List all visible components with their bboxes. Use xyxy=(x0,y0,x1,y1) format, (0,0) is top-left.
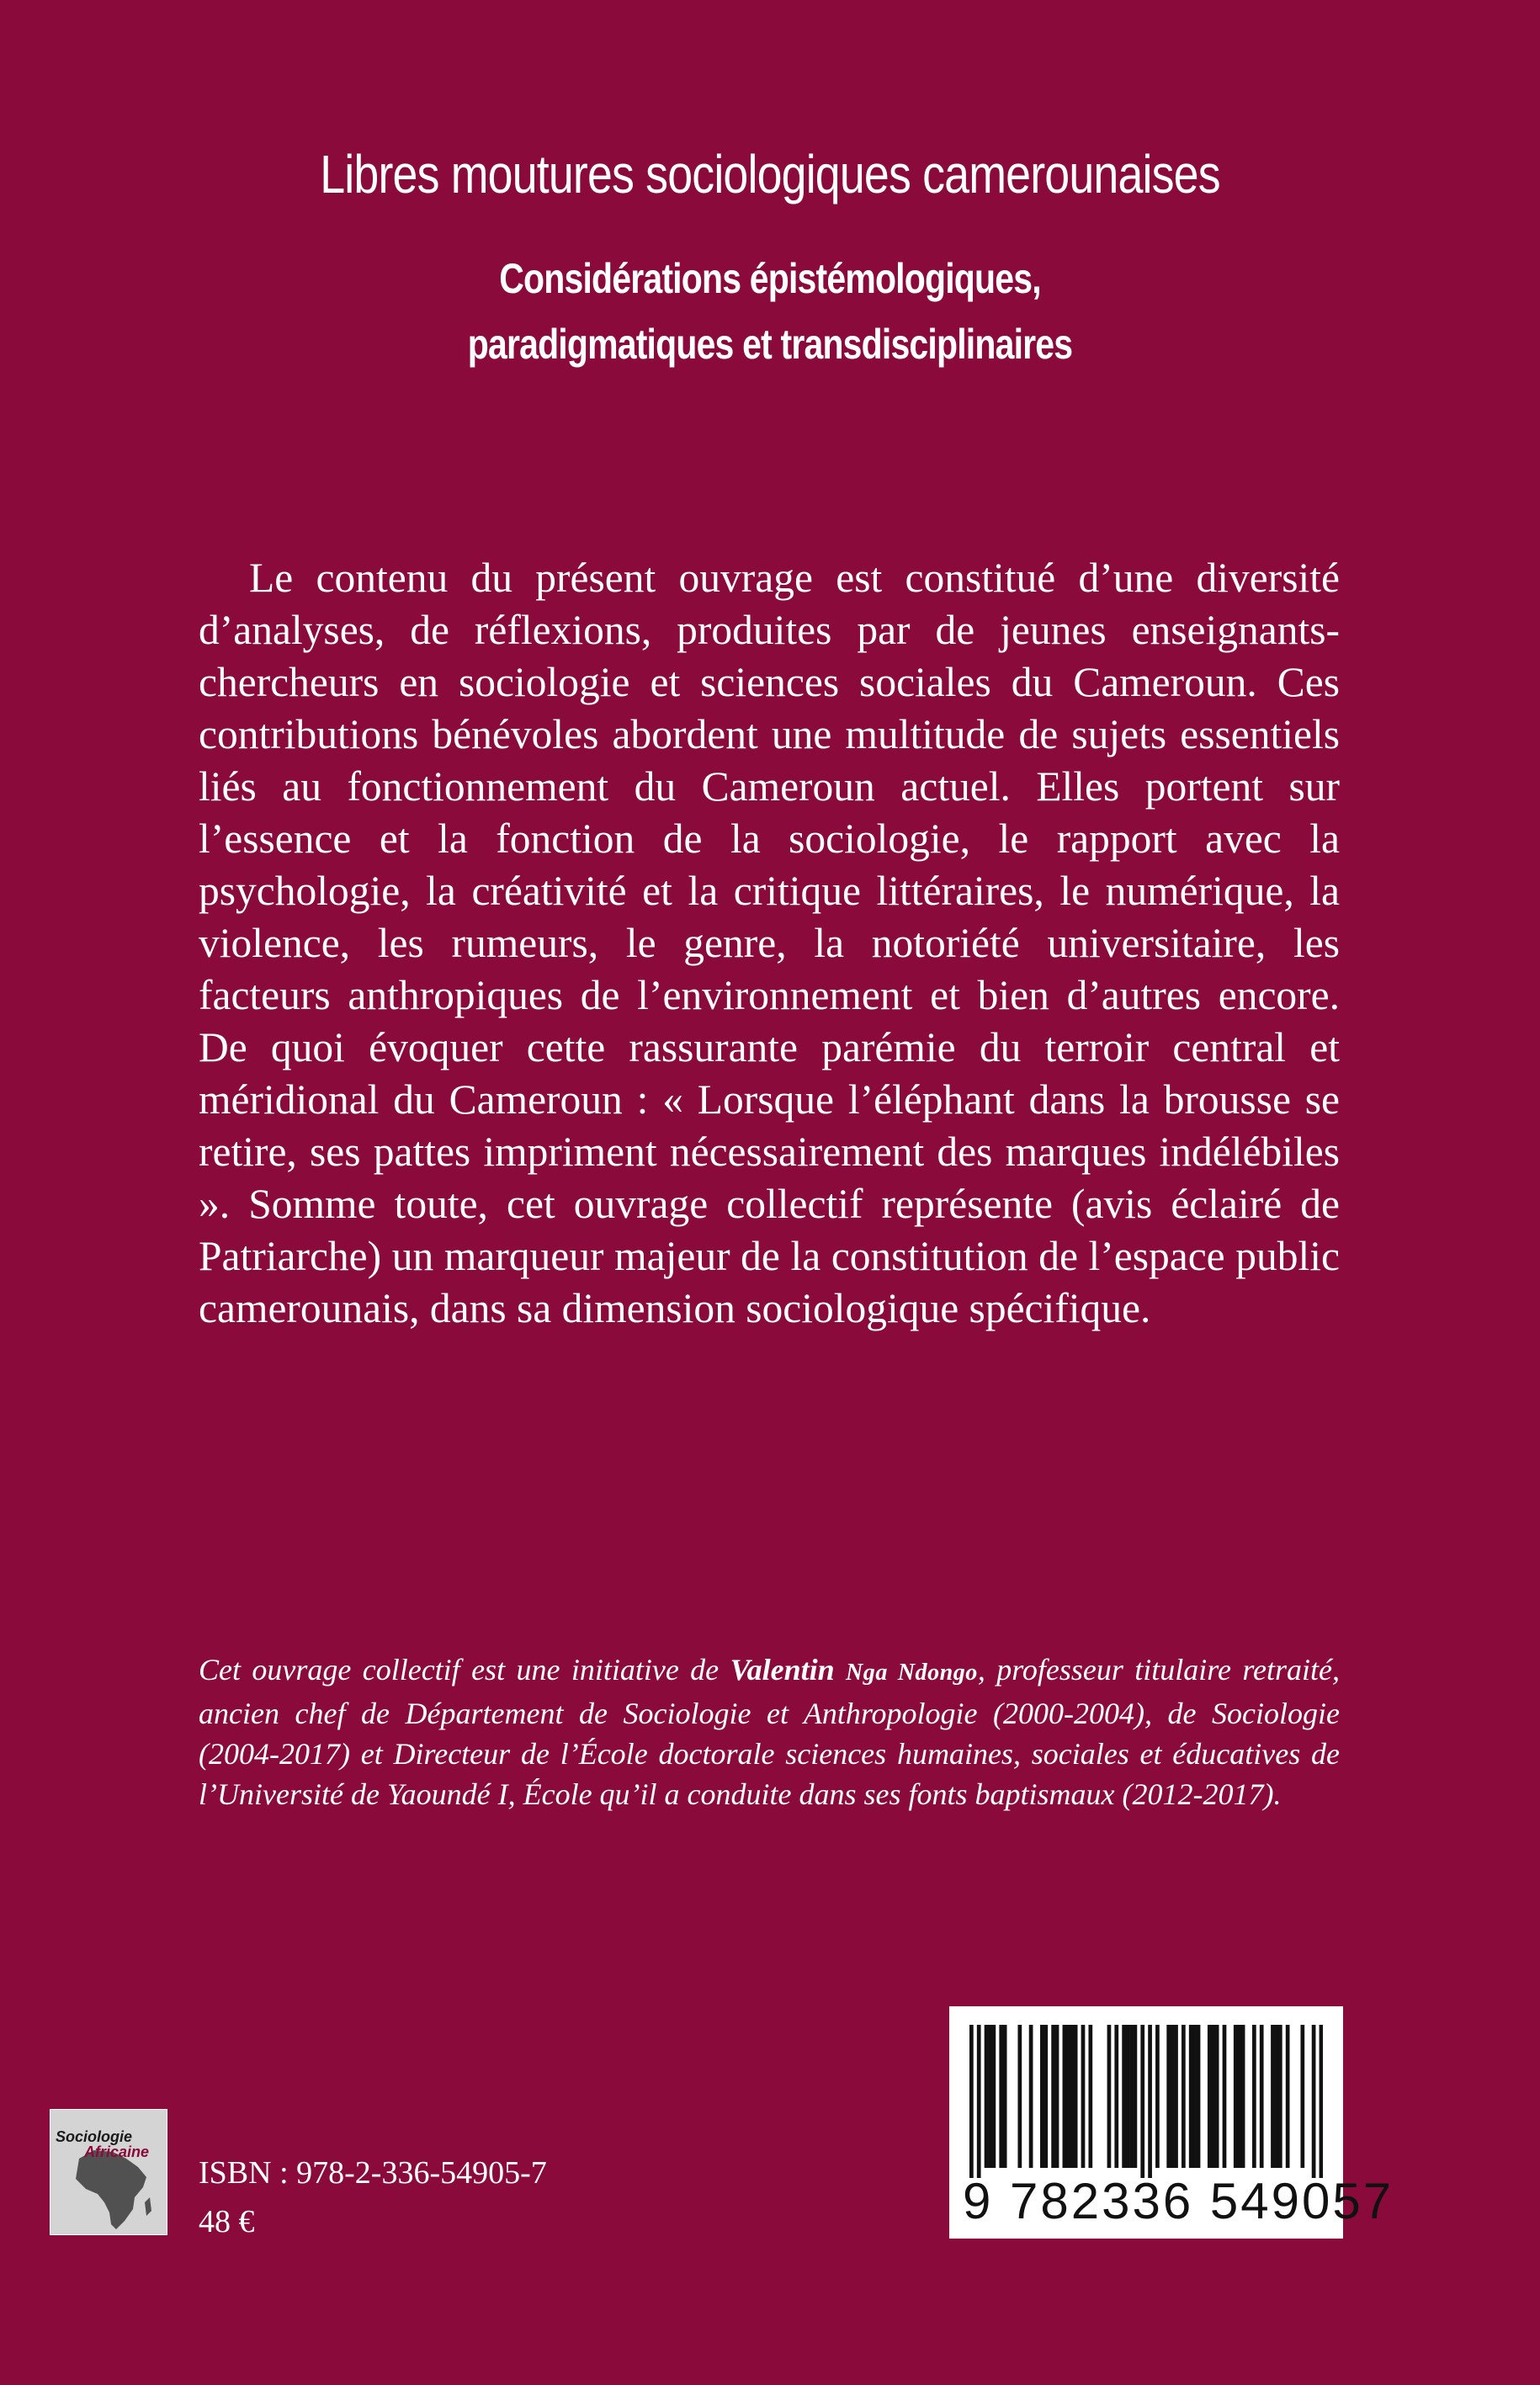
barcode-bar xyxy=(1278,2025,1282,2168)
credit-suffix: , professeur titulaire retraité, ancien chef de Département de Sociologie et Anthropologie (2000-2004), de Sociologie (2004-2017) et Directeur de l’École doctorale sciences humaines, sociales et éducatives de l’Université de Yaoundé I, École qu’il a conduite dans ses fonts baptismaux (2012-2017). xyxy=(199,1653,1340,1811)
barcode-bar xyxy=(1088,2025,1092,2168)
barcode-bar xyxy=(1171,2025,1175,2168)
barcode-bar xyxy=(1237,2025,1241,2168)
barcode xyxy=(949,2006,1394,2239)
barcode-bar xyxy=(1107,2025,1112,2168)
barcode-bar xyxy=(1129,2025,1134,2168)
logo-text-africaine: Africaine xyxy=(84,2143,150,2160)
barcode-bar xyxy=(1182,2025,1186,2168)
barcode-bar xyxy=(1300,2025,1304,2168)
barcode-bar xyxy=(1166,2025,1171,2168)
price: 48 € xyxy=(199,2204,255,2239)
barcode-digits: 9 782336 549057 xyxy=(963,2173,1394,2229)
barcode-bar xyxy=(1114,2025,1118,2168)
barcode-bar xyxy=(1003,2025,1007,2168)
barcode-bar xyxy=(1192,2025,1197,2168)
barcode-bar xyxy=(1260,2025,1264,2168)
barcode-bar xyxy=(1066,2025,1070,2168)
barcode-bar xyxy=(1211,2025,1215,2168)
subtitle-line-2: paradigmatiques et transdisciplinaires xyxy=(467,321,1073,368)
barcode-bar xyxy=(999,2025,1003,2168)
book-title: Libres moutures sociologiques camerounaises xyxy=(320,144,1220,205)
author-last-name: Nga Ndongo xyxy=(846,1660,978,1686)
barcode-bar xyxy=(1043,2025,1048,2168)
author-name xyxy=(730,1653,978,1686)
book-summary: Le contenu du présent ouvrage est constitué d’une diversité d’analyses, de réflexions, produites par de jeunes enseignants-chercheurs en sociologie et sciences sociales du Cameroun. Ces contributions bénévoles abordent une multitude de sujets essentiels liés au fonctionnement du Cameroun actuel. Elles portent sur l’essence et la fonction de la sociologie, le rapport avec la psychologie, la créativité et la critique littéraires, le numérique, la violence, les rumeurs, le genre, la notoriété universitaire, les facteurs anthropiques de l’environnement et bien d’autres encore. De quoi évoquer cette rassurante parémie du terroir central et méridional du Cameroun : « Lorsque l’éléphant dans la brousse se retire, ses pattes impriment nécessairement des marques indélébiles ». Somme toute, cet ouvrage collectif représente (avis éclairé de Patriarche) un marqueur majeur de la constitution de l’espace public camerounais, dans sa dimension sociologique spécifique. xyxy=(199,555,1340,1331)
book-subtitle xyxy=(139,246,1402,377)
credit-prefix: Cet ouvrage collectif est une initiative de xyxy=(199,1653,730,1686)
barcode-bar xyxy=(1017,2025,1022,2168)
isbn: ISBN : 978-2-336-54905-7 xyxy=(199,2155,547,2191)
barcode-bar xyxy=(1148,2025,1152,2178)
barcode-bar xyxy=(1223,2025,1227,2168)
barcode-bar xyxy=(1215,2025,1219,2168)
barcode-bar xyxy=(1070,2025,1074,2168)
barcode-bar xyxy=(1320,2025,1323,2178)
barcode-bar xyxy=(1312,2025,1316,2178)
barcode-bar xyxy=(1029,2025,1033,2168)
barcode-bar xyxy=(1074,2025,1078,2168)
barcode-bars xyxy=(969,2025,1323,2178)
barcode-bar xyxy=(1122,2025,1126,2168)
barcode-bar xyxy=(1208,2025,1212,2168)
barcode-bar xyxy=(1134,2025,1138,2168)
barcode-bar xyxy=(1040,2025,1044,2168)
author-credit xyxy=(199,1649,1340,1814)
barcode-bar xyxy=(985,2025,989,2168)
barcode-bar xyxy=(1252,2025,1256,2168)
series-logo xyxy=(50,2109,167,2235)
barcode-bar xyxy=(1174,2025,1178,2168)
barcode-bar xyxy=(1081,2025,1086,2168)
barcode-bar xyxy=(1140,2025,1144,2178)
barcode-bar xyxy=(1241,2025,1245,2168)
barcode-bar xyxy=(1126,2025,1130,2168)
barcode-bar xyxy=(1189,2025,1193,2168)
barcode-bar xyxy=(977,2025,981,2178)
barcode-bar xyxy=(1271,2025,1275,2168)
barcode-bar xyxy=(992,2025,996,2168)
barcode-bar xyxy=(1286,2025,1290,2168)
barcode-bar xyxy=(1275,2025,1279,2168)
barcode-bar xyxy=(1063,2025,1067,2168)
author-first-name: Valentin xyxy=(730,1653,847,1686)
barcode-bar xyxy=(969,2025,974,2178)
logo-text-sociologie: Sociologie xyxy=(56,2128,133,2145)
subtitle-line-1: Considérations épistémologiques, xyxy=(499,255,1041,302)
barcode-bar xyxy=(1051,2025,1055,2168)
barcode-bar xyxy=(1055,2025,1059,2168)
barcode-bar xyxy=(1155,2025,1160,2168)
barcode-bar xyxy=(1234,2025,1238,2168)
barcode-bar xyxy=(988,2025,992,2168)
barcode-bar xyxy=(1197,2025,1201,2168)
